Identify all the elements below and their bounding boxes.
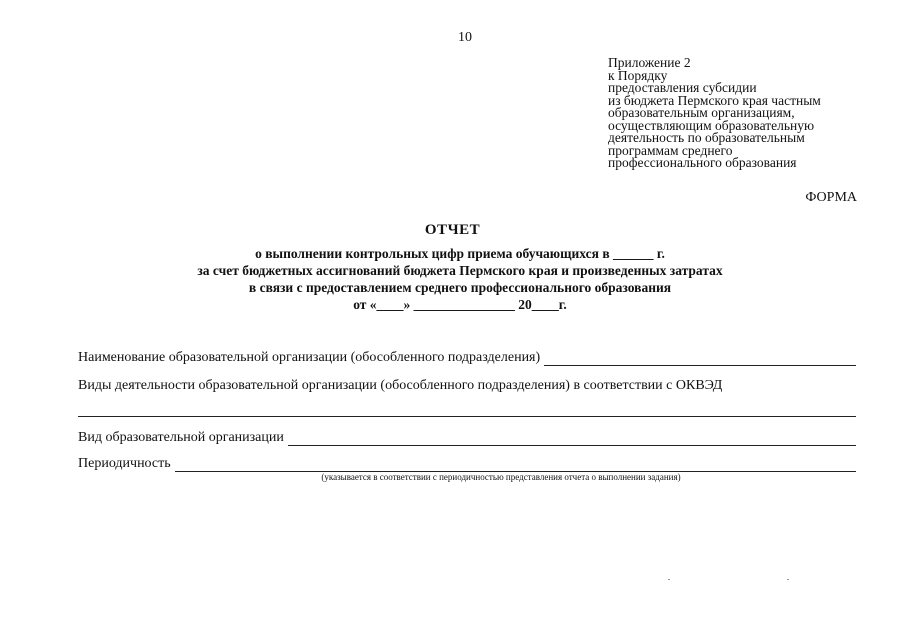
subtitle-line: в связи с предоставлением среднего профессионального образования: [248, 280, 672, 295]
document-title: ОТЧЕТ: [424, 222, 481, 238]
periodicity-blank[interactable]: [175, 459, 856, 472]
appendix-line: из бюджета Пермского края частным: [608, 92, 821, 108]
appendix-line: деятельность по образовательным: [608, 130, 805, 145]
periodicity-field: [78, 456, 856, 472]
appendix-line: образовательным организациям,: [608, 105, 795, 120]
appendix-line: предоставления субсидии: [608, 80, 757, 95]
org-type-label: Вид образовательной организации: [78, 430, 284, 445]
subtitle-line: от «____» _______________ 20____г.: [353, 297, 567, 312]
org-name-label: Наименование образовательной организации (обособленного подразделения): [78, 350, 541, 365]
org-name-blank[interactable]: [544, 353, 856, 366]
subtitle-line: за счет бюджетных ассигнований бюджета Пермского края и произведенных затратах: [197, 263, 723, 278]
page-number: 10: [458, 30, 472, 45]
subtitle-line: о выполнении контрольных цифр приема обучающихся в ______ г.: [255, 246, 665, 261]
appendix-line: осуществляющим образовательную: [608, 117, 815, 133]
periodicity-label: Периодичность: [78, 456, 171, 471]
scan-speck: [787, 579, 789, 580]
form-label: ФОРМА: [805, 190, 857, 205]
activities-label: Виды деятельности образовательной организации (обособленного подразделения) в соответствии с ОКВЭД: [78, 378, 723, 393]
document-subtitle: [150, 245, 770, 313]
appendix-block: [608, 57, 898, 170]
activities-blank[interactable]: [78, 416, 856, 417]
scan-speck: [668, 579, 670, 580]
org-name-field: [78, 350, 856, 366]
appendix-line: к Порядку: [608, 67, 668, 83]
appendix-line: профессионального образования: [608, 155, 797, 170]
appendix-line: программам среднего: [608, 142, 733, 158]
org-type-blank[interactable]: [288, 433, 856, 446]
periodicity-hint: (указывается в соответствии с периодичностью представления отчета о выполнении задания): [321, 472, 681, 482]
org-type-field: [78, 430, 856, 446]
appendix-line: Приложение 2: [608, 55, 691, 70]
